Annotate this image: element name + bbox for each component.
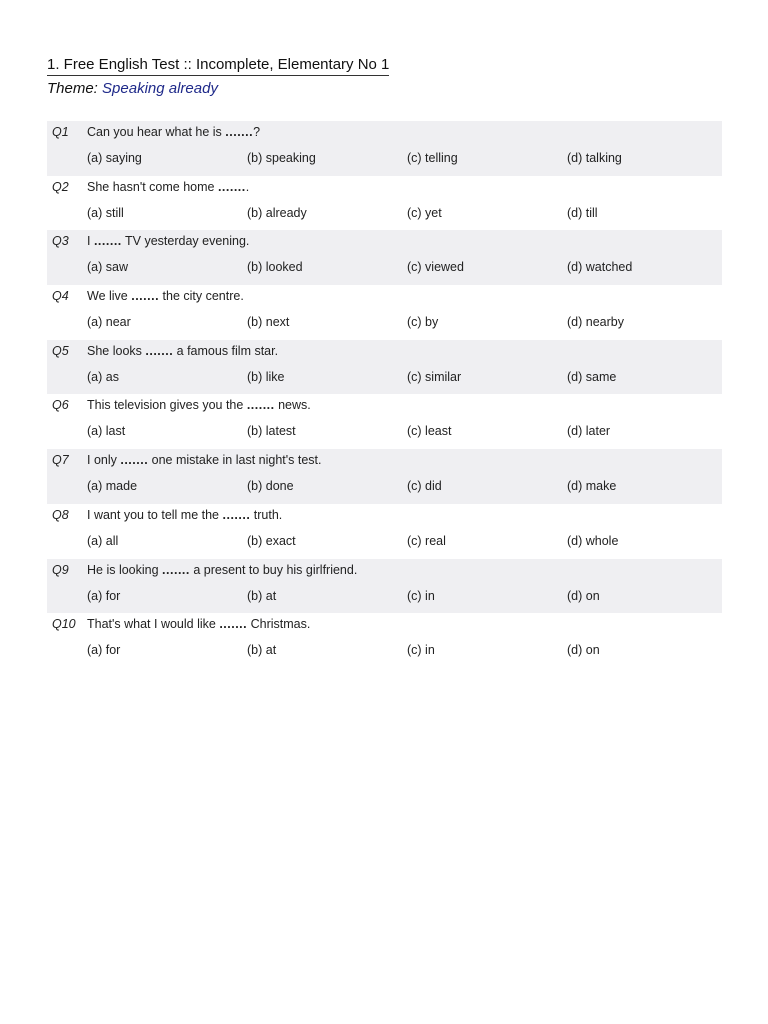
question-number: Q1 [52,125,69,139]
question-text-before: He is looking [87,562,163,577]
question-text-after: a famous film star. [173,343,279,358]
question-text-before: I [87,234,94,249]
blank-marker: ....... [217,179,246,194]
blank-marker: ....... [145,343,174,358]
question-text [87,125,260,139]
question-number: Q9 [52,562,69,577]
option-b[interactable]: (b) at [247,588,277,603]
question-2 [47,176,722,231]
option-b[interactable]: (b) at [247,643,277,658]
option-c[interactable]: (c) telling [407,151,458,165]
option-d[interactable]: (d) nearby [567,315,624,330]
question-text [87,344,278,358]
option-c[interactable]: (c) by [407,315,439,330]
question-1 [47,121,722,176]
question-text [87,453,321,467]
option-c[interactable]: (c) similar [407,369,462,384]
test-header [47,55,389,98]
theme-value: Speaking already [102,80,218,97]
option-a[interactable]: (a) still [87,205,124,220]
blank-marker: ....... [219,617,248,632]
blank-marker: ....... [120,453,149,468]
question-text-before: She looks [87,343,146,358]
question-number: Q2 [52,179,69,194]
question-text [87,398,311,412]
question-number: Q10 [52,617,76,632]
question-text-before: Can you hear what he is [87,125,226,139]
option-b[interactable]: (b) latest [247,424,296,439]
question-text [87,563,357,577]
question-text-before: She hasn't come home [87,179,218,194]
question-7 [47,449,722,504]
question-text-before: We live [87,289,132,304]
question-text-after: a present to buy his girlfriend. [189,562,358,577]
option-a[interactable]: (a) as [87,369,119,384]
question-number: Q7 [52,453,69,468]
question-number: Q8 [52,507,69,522]
blank-marker: ....... [93,234,122,249]
option-c[interactable]: (c) in [407,588,435,603]
option-b[interactable]: (b) looked [247,260,303,275]
question-text-after: TV yesterday evening. [121,234,250,249]
question-text [87,617,310,631]
question-text-before: This television gives you the [87,398,247,413]
question-text-before: I only [87,453,121,468]
option-a[interactable]: (a) for [87,588,121,603]
question-6 [47,394,722,449]
option-c[interactable]: (c) least [407,424,452,439]
option-d[interactable]: (d) on [567,643,600,658]
blank-marker: ....... [131,289,160,304]
question-text-after: news. [274,398,311,413]
question-5 [47,340,722,395]
option-a[interactable]: (a) all [87,533,119,548]
question-text-after: ? [253,125,261,139]
option-b[interactable]: (b) like [247,369,285,384]
question-list [47,121,722,668]
option-c[interactable]: (c) in [407,643,435,658]
page-title: 1. Free English Test :: Incomplete, Elementary No 1 [47,55,389,76]
option-d[interactable]: (d) make [567,479,617,494]
option-a[interactable]: (a) saw [87,260,128,275]
question-text-before: That's what I would like [87,617,220,632]
blank-marker: ....... [225,125,254,139]
option-c[interactable]: (c) yet [407,205,442,220]
question-text-after: truth. [250,507,283,522]
question-text-after: the city centre. [159,289,244,304]
question-text-after: . [245,179,250,194]
option-d[interactable]: (d) whole [567,533,619,548]
question-number: Q4 [52,289,69,304]
option-b[interactable]: (b) exact [247,533,296,548]
question-8 [47,504,722,559]
option-c[interactable]: (c) real [407,533,446,548]
option-d[interactable]: (d) till [567,205,598,220]
option-d[interactable]: (d) watched [567,260,633,275]
question-9 [47,559,722,614]
question-number: Q6 [52,398,69,413]
blank-marker: ....... [246,398,275,413]
question-text-after: Christmas. [247,617,311,632]
blank-marker: ....... [162,562,190,577]
question-number: Q5 [52,343,69,358]
question-text [87,508,282,522]
question-3 [47,230,722,285]
option-a[interactable]: (a) saying [87,151,142,165]
question-4 [47,285,722,340]
option-a[interactable]: (a) near [87,315,131,330]
question-text [87,234,249,248]
question-number: Q3 [52,234,69,249]
option-a[interactable]: (a) last [87,424,126,439]
option-d[interactable]: (d) on [567,588,600,603]
option-c[interactable]: (c) viewed [407,260,464,275]
question-text-before: I want you to tell me the [87,507,223,522]
question-text [87,180,249,194]
option-d[interactable]: (d) talking [567,151,622,165]
blank-marker: ....... [222,507,251,522]
question-10 [47,613,722,668]
option-b[interactable]: (b) already [247,205,307,220]
option-b[interactable]: (b) next [247,315,290,330]
option-b[interactable]: (b) speaking [247,151,316,165]
option-d[interactable]: (d) later [567,424,611,439]
question-text-after: one mistake in last night's test. [148,453,322,468]
theme-label: Theme: [47,80,98,97]
option-c[interactable]: (c) did [407,479,442,494]
theme-line [47,79,389,98]
question-text [87,289,244,303]
option-a[interactable]: (a) for [87,643,121,658]
option-a[interactable]: (a) made [87,479,138,494]
option-b[interactable]: (b) done [247,479,294,494]
option-d[interactable]: (d) same [567,369,617,384]
